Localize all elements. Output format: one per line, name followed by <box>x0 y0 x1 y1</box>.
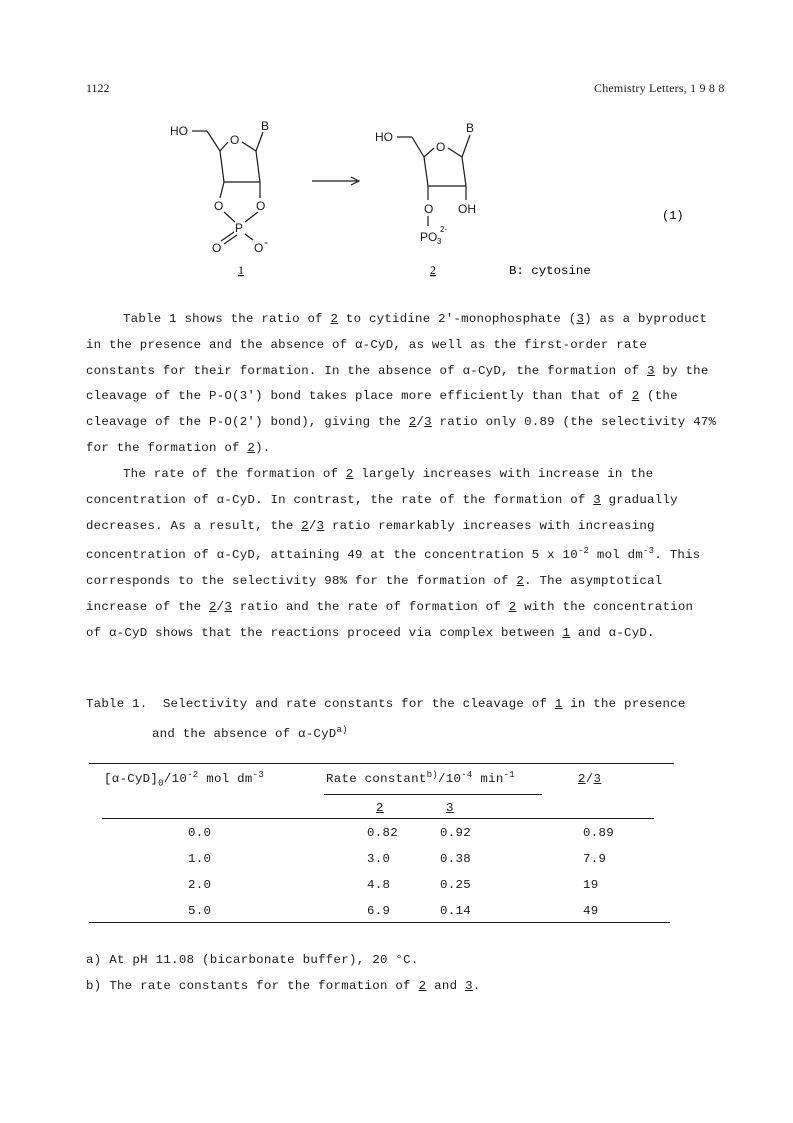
cell-concentration: 5.0 <box>188 904 212 918</box>
compound-1-ring-o: O <box>230 133 240 147</box>
compound-1-ho: HO <box>170 124 188 138</box>
cell-concentration: 2.0 <box>188 878 212 892</box>
text-line: concentration of α-CyD. In contrast, the rate of the formation of 3 gradually <box>86 492 678 507</box>
cell-k2: 6.9 <box>367 904 391 918</box>
compound-1-base: B <box>261 119 270 133</box>
table-caption-footnote-mark: a) <box>336 724 348 735</box>
compound-1-o-double: O <box>212 241 222 255</box>
compound-1-structure <box>170 119 269 277</box>
compound-reference: 1 <box>562 625 571 640</box>
col-header-ratio: 2/3 <box>578 772 602 786</box>
text-line: concentration of α-CyD, attaining 49 at the concentration 5 x $10^{-2}$ mol $dm^{-3}$. This <box>86 546 701 563</box>
text-line: in the presence and the absence of α-CyD, as well as the first-order rate <box>86 337 648 352</box>
text-line: for the formation of 2). <box>86 440 271 455</box>
table-caption-line1-end: in the presence <box>562 697 686 711</box>
table-caption <box>86 692 726 748</box>
equation-number: (1) <box>662 209 684 223</box>
text-line: corresponds to the selectivity 98% for the formation of 2. The asymptotical <box>86 574 663 589</box>
compound-reference: 2 <box>208 600 217 615</box>
footnote-a: a) At pH 11.08 (bicarbonate buffer), 20 °C. <box>86 953 419 967</box>
compound-reference: 3 <box>424 415 432 430</box>
sub-header-compound-2: 2 <box>376 801 384 815</box>
compound-1-phosphorus: P <box>235 221 244 235</box>
paragraph-2 <box>86 462 726 647</box>
compound-reference: 2 <box>516 574 525 589</box>
compound-1-o-left: O <box>214 199 224 213</box>
text-line: increase of the 2/3 ratio and the rate of formation of 2 with the concentration <box>86 600 694 615</box>
text-line: cleavage of the P-O(2') bond), giving the 2/3 ratio only 0.89 (the selectivity 47% <box>86 415 717 430</box>
text-line: The rate of the formation of 2 largely increases with increase in the <box>123 467 654 481</box>
compound-2-label: 2 <box>430 263 436 277</box>
superscript: -2 <box>577 546 590 557</box>
footnote-b: b) The rate constants for the formation of 2 and 3. <box>86 979 481 993</box>
compound-2-oh: OH <box>458 202 476 216</box>
cell-concentration: 1.0 <box>188 852 212 866</box>
text-line: of α-CyD shows that the reactions proceed via complex between 1 and α-CyD. <box>86 625 655 640</box>
compound-reference: 3 <box>647 363 655 378</box>
journal-header: Chemistry Letters, 1 9 8 8 <box>594 81 725 95</box>
cell-k3: 0.25 <box>440 878 471 892</box>
cell-k3: 0.38 <box>440 852 471 866</box>
compound-1-o-minus: O <box>254 241 264 255</box>
text-line: Table 1 shows the ratio of 2 to cytidine 2'-monophosphate (3) as a byproduct <box>123 312 708 326</box>
cell-ratio: 7.9 <box>583 852 607 866</box>
compound-1-o-right: O <box>256 199 266 213</box>
cell-concentration: 0.0 <box>188 826 212 840</box>
compound-1-minus: - <box>264 235 268 249</box>
col-header-concentration: $[\alpha-CyD]_0/10^{-2}$ mol $dm^{-3}$ <box>104 770 265 789</box>
text-line: cleavage of the P-O(3') bond takes place more efficiently than that of 2 (the <box>86 389 678 404</box>
col-header-rate-constant: Rate $constant^{b)}/10^{-4}$ $\min^{-1}$ <box>326 770 515 787</box>
compound-reference: 2 <box>330 312 339 326</box>
cell-ratio: 19 <box>583 878 599 892</box>
compound-1-label: 1 <box>238 263 244 277</box>
table-caption-compound-ref: 1 <box>554 697 563 711</box>
text-line: decreases. As a result, the 2/3 ratio remarkably increases with increasing <box>86 518 655 533</box>
compound-2-po3-subscript: 3 <box>437 237 442 246</box>
compound-2-po3: PO <box>420 230 438 244</box>
cell-k3: 0.14 <box>440 904 471 918</box>
compound-reference: 3 <box>224 600 233 615</box>
table-caption-line1: Selectivity and rate constants for the cleavage of <box>162 697 555 711</box>
cell-ratio: 49 <box>583 904 599 918</box>
sub-header-compound-3: 3 <box>446 801 454 815</box>
superscript: -3 <box>643 546 655 557</box>
compound-reference: 3 <box>576 312 585 326</box>
cell-k2: 3.0 <box>367 852 391 866</box>
compound-2-base: B <box>466 121 475 135</box>
text-line: constants for their formation. In the absence of α-CyD, the formation of 3 by the <box>86 363 709 378</box>
table-caption-line2: and the absence of α-CyD <box>152 726 337 741</box>
cell-k3: 0.92 <box>440 826 471 840</box>
compound-reference: 2 <box>345 467 354 481</box>
compound-reference: 2 <box>301 518 309 533</box>
compound-reference: 3 <box>593 492 601 507</box>
compound-reference: 3 <box>316 518 325 533</box>
table-caption-label: Table 1. <box>86 697 148 711</box>
table-header-rule <box>102 818 654 819</box>
cell-k2: 4.8 <box>367 878 391 892</box>
paragraph-1 <box>86 307 726 462</box>
compound-reference: 2 <box>408 415 417 430</box>
compound-reference: 2 <box>631 389 640 404</box>
reaction-arrow <box>312 177 359 185</box>
rate-constant-rule <box>324 794 542 795</box>
compound-reference: 2 <box>247 440 256 455</box>
compound-2-ho: HO <box>375 130 393 144</box>
page-number: 1122 <box>86 81 110 95</box>
cell-k2: 0.82 <box>367 826 398 840</box>
compound-2-structure <box>375 121 476 277</box>
compound-reference: 2 <box>508 600 517 615</box>
compound-2-ring-o: O <box>436 140 446 154</box>
base-note: B: cytosine <box>509 264 591 278</box>
compound-2-o-phos: O <box>424 202 434 216</box>
compound-2-charge: 2- <box>440 225 448 234</box>
cell-ratio: 0.89 <box>583 826 614 840</box>
table-top-rule <box>89 763 674 764</box>
reaction-scheme <box>150 118 710 288</box>
table-bottom-rule <box>89 922 670 923</box>
